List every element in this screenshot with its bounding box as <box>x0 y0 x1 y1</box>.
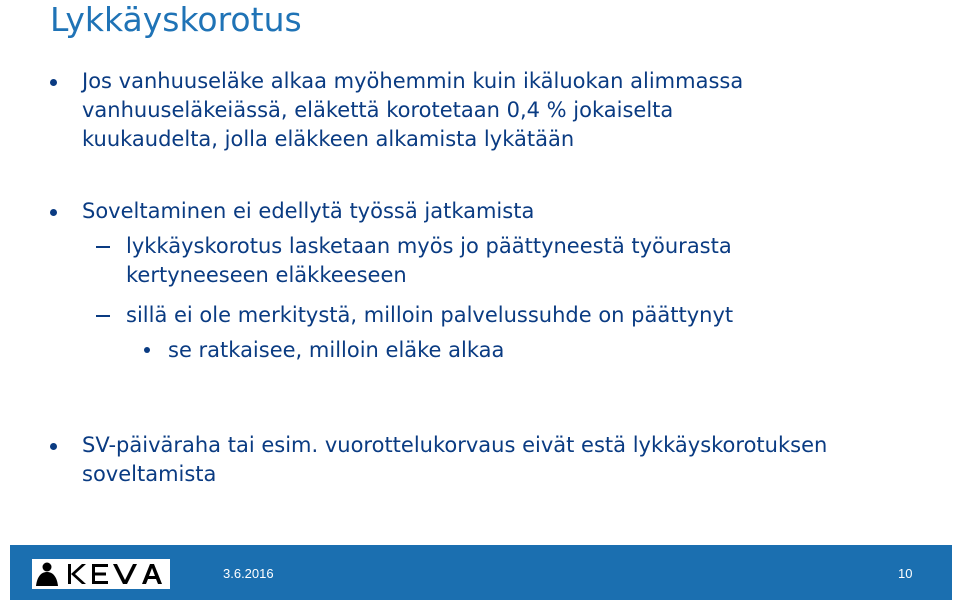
bullet-line: SV-päiväraha tai esim. vuorottelukorvaus eivät estä lykkäyskorotuksen <box>82 433 828 457</box>
bullet-line: kertyneeseen eläkkeeseen <box>126 263 407 287</box>
bullet-line: lykkäyskorotus lasketaan myös jo päättyneestä työurasta <box>126 234 732 258</box>
sub-bullet-dash <box>96 246 110 248</box>
sub-bullet-item <box>126 301 733 330</box>
bullet-line: se ratkaisee, milloin eläke alkaa <box>168 338 505 362</box>
bullet-item <box>82 67 743 154</box>
slide-title: Lykkäyskorotus <box>50 0 302 39</box>
page-number: 10 <box>898 566 913 581</box>
bullet-line: Jos vanhuuseläke alkaa myöhemmin kuin ikäluokan alimmassa <box>82 69 744 93</box>
bullet-dot <box>50 79 57 86</box>
bullet-dot <box>50 443 57 450</box>
bullet-item <box>82 197 534 226</box>
bullet-dot <box>50 209 57 216</box>
keva-logo-icon <box>32 559 170 589</box>
sub-sub-bullet-dot <box>144 347 150 353</box>
keva-logo <box>32 559 170 589</box>
bullet-line: sillä ei ole merkitystä, milloin palvelussuhde on päättynyt <box>126 303 734 327</box>
bullet-line: soveltamista <box>82 462 217 486</box>
sub-sub-bullet-item <box>168 336 504 365</box>
footer-date: 3.6.2016 <box>223 566 274 581</box>
sub-bullet-dash <box>96 315 110 317</box>
bullet-line: kuukaudelta, jolla eläkkeen alkamista lykätään <box>82 127 575 151</box>
bullet-item <box>82 431 827 489</box>
sub-bullet-item <box>126 232 732 290</box>
bullet-line: Soveltaminen ei edellytä työssä jatkamista <box>82 199 535 223</box>
bullet-line: vanhuuseläkeiässä, eläkettä korotetaan 0,4 % jokaiselta <box>82 98 674 122</box>
